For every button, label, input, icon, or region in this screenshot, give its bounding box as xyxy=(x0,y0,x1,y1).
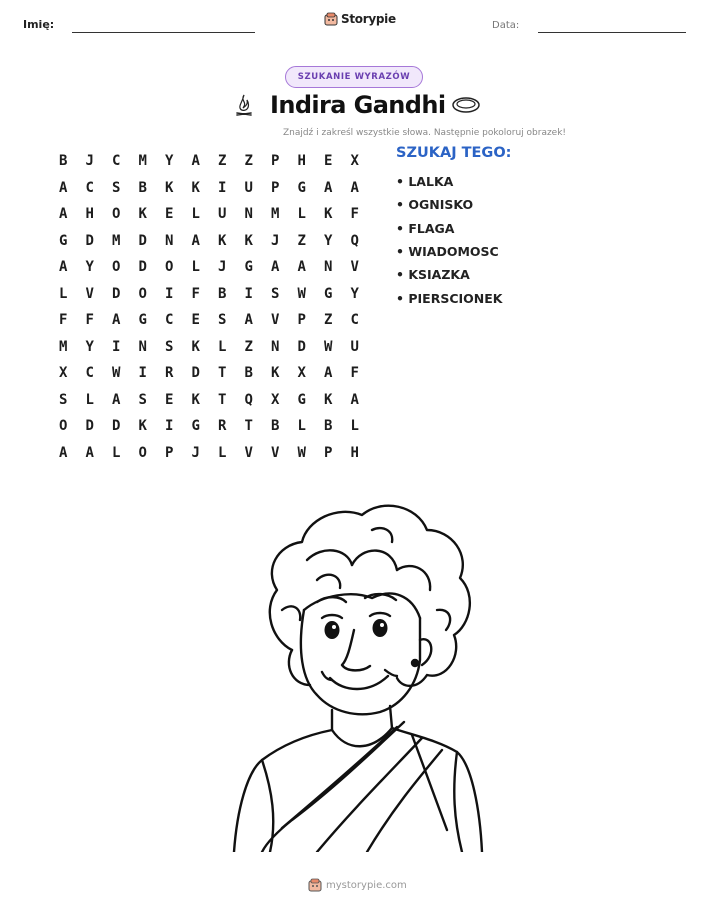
grid-letter[interactable]: S xyxy=(138,391,147,408)
grid-letter[interactable]: T xyxy=(218,391,227,408)
grid-letter[interactable]: G xyxy=(59,232,68,249)
grid-letter[interactable]: K xyxy=(324,391,333,408)
grid-letter[interactable]: I xyxy=(218,179,227,196)
grid-letter[interactable]: G xyxy=(297,179,306,196)
grid-row xyxy=(50,307,368,334)
grid-letter[interactable]: J xyxy=(271,232,280,249)
grid-letter[interactable]: Q xyxy=(350,232,359,249)
grid-row xyxy=(50,148,368,175)
grid-letter[interactable]: I xyxy=(165,285,174,302)
grid-row xyxy=(50,440,368,467)
grid-row xyxy=(50,281,368,308)
grid-letter[interactable]: R xyxy=(165,365,174,382)
grid-row xyxy=(50,360,368,387)
grid-letter[interactable]: K xyxy=(138,206,147,223)
grid-letter[interactable]: D xyxy=(138,232,147,249)
grid-letter[interactable]: W xyxy=(324,338,333,355)
word-list-item: • KSIAZKA xyxy=(396,267,470,283)
grid-letter[interactable]: D xyxy=(191,365,200,382)
grid-letter[interactable]: W xyxy=(112,365,121,382)
grid-letter[interactable]: D xyxy=(297,338,306,355)
grid-letter[interactable]: P xyxy=(271,179,280,196)
name-field-line[interactable] xyxy=(72,32,255,33)
grid-letter[interactable]: Y xyxy=(85,259,94,276)
grid-letter[interactable]: X xyxy=(297,365,306,382)
grid-row xyxy=(50,387,368,414)
grid-letter[interactable]: S xyxy=(218,312,227,329)
grid-letter[interactable]: C xyxy=(350,312,359,329)
grid-letter[interactable]: O xyxy=(165,259,174,276)
grid-letter[interactable]: F xyxy=(85,312,94,329)
grid-letter[interactable]: Z xyxy=(297,232,306,249)
grid-letter[interactable]: B xyxy=(138,179,147,196)
grid-letter[interactable]: K xyxy=(271,365,280,382)
grid-letter[interactable]: E xyxy=(324,153,333,170)
grid-letter[interactable]: T xyxy=(218,365,227,382)
grid-letter[interactable]: B xyxy=(244,365,253,382)
grid-letter[interactable]: S xyxy=(112,179,121,196)
grid-letter[interactable]: E xyxy=(191,312,200,329)
grid-letter[interactable]: P xyxy=(165,444,174,461)
grid-letter[interactable]: D xyxy=(138,259,147,276)
grid-letter[interactable]: Z xyxy=(218,153,227,170)
grid-letter[interactable]: K xyxy=(218,232,227,249)
grid-letter[interactable]: O xyxy=(138,285,147,302)
grid-letter[interactable]: L xyxy=(297,206,306,223)
grid-letter[interactable]: O xyxy=(138,444,147,461)
grid-letter[interactable]: E xyxy=(165,391,174,408)
grid-letter[interactable]: D xyxy=(85,418,94,435)
grid-letter[interactable]: G xyxy=(297,391,306,408)
grid-letter[interactable]: W xyxy=(297,285,306,302)
grid-letter[interactable]: A xyxy=(191,153,200,170)
grid-letter[interactable]: H xyxy=(85,206,94,223)
grid-letter[interactable]: I xyxy=(138,365,147,382)
grid-letter[interactable]: S xyxy=(271,285,280,302)
grid-letter[interactable]: C xyxy=(85,365,94,382)
grid-letter[interactable]: L xyxy=(297,418,306,435)
grid-row xyxy=(50,413,368,440)
brand-name: Storypie xyxy=(341,12,396,26)
grid-letter[interactable]: G xyxy=(324,285,333,302)
grid-letter[interactable]: M xyxy=(271,206,280,223)
grid-letter[interactable]: Y xyxy=(350,285,359,302)
grid-letter[interactable]: A xyxy=(350,179,359,196)
grid-letter[interactable]: F xyxy=(191,285,200,302)
storypie-logo-icon xyxy=(324,12,338,26)
grid-letter[interactable]: L xyxy=(218,338,227,355)
grid-letter[interactable]: M xyxy=(138,153,147,170)
grid-letter[interactable]: F xyxy=(350,206,359,223)
grid-letter[interactable]: K xyxy=(324,206,333,223)
grid-letter[interactable]: L xyxy=(191,259,200,276)
word-list-item: • LALKA xyxy=(396,174,454,190)
grid-letter[interactable]: S xyxy=(59,391,68,408)
grid-letter[interactable]: C xyxy=(85,179,94,196)
grid-letter[interactable]: P xyxy=(271,153,280,170)
grid-letter[interactable]: O xyxy=(59,418,68,435)
grid-letter[interactable]: K xyxy=(244,232,253,249)
grid-letter[interactable]: N xyxy=(324,259,333,276)
grid-row xyxy=(50,334,368,361)
grid-letter[interactable]: A xyxy=(271,259,280,276)
grid-letter[interactable]: O xyxy=(112,206,121,223)
grid-letter[interactable]: D xyxy=(112,418,121,435)
date-field-line[interactable] xyxy=(538,32,686,33)
grid-letter[interactable]: B xyxy=(324,418,333,435)
grid-letter[interactable]: X xyxy=(271,391,280,408)
grid-letter[interactable]: V xyxy=(244,444,253,461)
grid-letter[interactable]: D xyxy=(112,285,121,302)
brand xyxy=(324,12,396,26)
grid-letter[interactable]: K xyxy=(191,338,200,355)
word-list-item: • FLAGA xyxy=(396,220,455,236)
grid-letter[interactable]: B xyxy=(271,418,280,435)
grid-letter[interactable]: Y xyxy=(165,153,174,170)
grid-letter[interactable]: B xyxy=(218,285,227,302)
grid-letter[interactable]: W xyxy=(297,444,306,461)
grid-letter[interactable]: U xyxy=(218,206,227,223)
footer xyxy=(308,878,407,892)
grid-letter[interactable]: O xyxy=(112,259,121,276)
grid-letter[interactable]: A xyxy=(112,391,121,408)
grid-letter[interactable]: Z xyxy=(244,338,253,355)
grid-letter[interactable]: T xyxy=(244,418,253,435)
grid-letter[interactable]: F xyxy=(59,312,68,329)
portrait-coloring-illustration xyxy=(222,490,487,852)
grid-letter[interactable]: G xyxy=(138,312,147,329)
grid-letter[interactable]: G xyxy=(244,259,253,276)
grid-letter[interactable]: M xyxy=(112,232,121,249)
grid-letter[interactable]: H xyxy=(297,153,306,170)
grid-letter[interactable]: C xyxy=(165,312,174,329)
word-search-grid xyxy=(50,148,368,466)
grid-letter[interactable]: V xyxy=(350,259,359,276)
campfire-icon xyxy=(234,93,254,117)
grid-letter[interactable]: N xyxy=(165,232,174,249)
word-list-item: • PIERSCIONEK xyxy=(396,290,503,306)
grid-letter[interactable]: D xyxy=(85,232,94,249)
grid-row xyxy=(50,228,368,255)
grid-letter[interactable]: N xyxy=(138,338,147,355)
grid-letter[interactable]: Z xyxy=(324,312,333,329)
word-list xyxy=(396,170,502,310)
footer-url: mystorypie.com xyxy=(326,879,407,891)
grid-letter[interactable]: A xyxy=(59,259,68,276)
grid-letter[interactable]: L xyxy=(350,418,359,435)
grid-letter[interactable]: Z xyxy=(244,153,253,170)
grid-letter[interactable]: V xyxy=(271,312,280,329)
grid-letter[interactable]: J xyxy=(191,444,200,461)
ring-icon xyxy=(451,96,481,114)
activity-tag: SZUKANIE WYRAZÓW xyxy=(285,66,423,88)
grid-letter[interactable]: V xyxy=(271,444,280,461)
grid-letter[interactable]: A xyxy=(191,232,200,249)
grid-letter[interactable]: G xyxy=(191,418,200,435)
grid-letter[interactable]: B xyxy=(59,153,68,170)
grid-row xyxy=(50,175,368,202)
grid-letter[interactable]: H xyxy=(350,444,359,461)
grid-letter[interactable]: A xyxy=(112,312,121,329)
grid-letter[interactable]: R xyxy=(218,418,227,435)
grid-letter[interactable]: I xyxy=(165,418,174,435)
grid-letter[interactable]: L xyxy=(112,444,121,461)
grid-letter[interactable]: L xyxy=(218,444,227,461)
instructions-text: Znajdź i zakreśl wszystkie słowa. Następnie pokoloruj obrazek! xyxy=(282,128,567,138)
grid-letter[interactable]: P xyxy=(324,444,333,461)
grid-letter[interactable]: K xyxy=(165,179,174,196)
instructions xyxy=(0,128,709,138)
date-label: Data: xyxy=(492,20,520,31)
grid-letter[interactable]: U xyxy=(244,179,253,196)
grid-letter[interactable]: U xyxy=(350,338,359,355)
grid-letter[interactable]: K xyxy=(191,179,200,196)
grid-letter[interactable]: A xyxy=(297,259,306,276)
grid-letter[interactable]: I xyxy=(244,285,253,302)
grid-row xyxy=(50,201,368,228)
grid-letter[interactable]: I xyxy=(112,338,121,355)
grid-row xyxy=(50,254,368,281)
grid-letter[interactable]: A xyxy=(244,312,253,329)
grid-letter[interactable]: E xyxy=(165,206,174,223)
grid-letter[interactable]: A xyxy=(350,391,359,408)
grid-letter[interactable]: P xyxy=(297,312,306,329)
storypie-logo-icon xyxy=(308,878,322,892)
grid-letter[interactable]: A xyxy=(324,365,333,382)
grid-letter[interactable]: A xyxy=(85,444,94,461)
grid-letter[interactable]: J xyxy=(85,153,94,170)
grid-letter[interactable]: Y xyxy=(324,232,333,249)
grid-letter[interactable]: J xyxy=(218,259,227,276)
grid-letter[interactable]: A xyxy=(59,206,68,223)
grid-letter[interactable]: A xyxy=(324,179,333,196)
word-list-item: • WIADOMOSC xyxy=(396,244,499,260)
grid-letter[interactable]: L xyxy=(59,285,68,302)
word-list-title: SZUKAJ TEGO: xyxy=(396,145,512,161)
word-list-item: • OGNISKO xyxy=(396,197,474,213)
grid-letter[interactable]: L xyxy=(191,206,200,223)
grid-letter[interactable]: K xyxy=(191,391,200,408)
grid-letter[interactable]: C xyxy=(112,153,121,170)
grid-letter[interactable]: X xyxy=(59,365,68,382)
page-title: Indira Gandhi xyxy=(270,91,446,119)
grid-letter[interactable]: M xyxy=(59,338,68,355)
grid-letter[interactable]: Q xyxy=(244,391,253,408)
grid-letter[interactable]: X xyxy=(350,153,359,170)
grid-letter[interactable]: F xyxy=(350,365,359,382)
grid-letter[interactable]: K xyxy=(138,418,147,435)
grid-letter[interactable]: N xyxy=(271,338,280,355)
grid-letter[interactable]: L xyxy=(85,391,94,408)
grid-letter[interactable]: S xyxy=(165,338,174,355)
grid-letter[interactable]: Y xyxy=(85,338,94,355)
grid-letter[interactable]: N xyxy=(244,206,253,223)
name-label: Imię: xyxy=(23,18,55,31)
grid-letter[interactable]: A xyxy=(59,444,68,461)
grid-letter[interactable]: A xyxy=(59,179,68,196)
grid-letter[interactable]: V xyxy=(85,285,94,302)
